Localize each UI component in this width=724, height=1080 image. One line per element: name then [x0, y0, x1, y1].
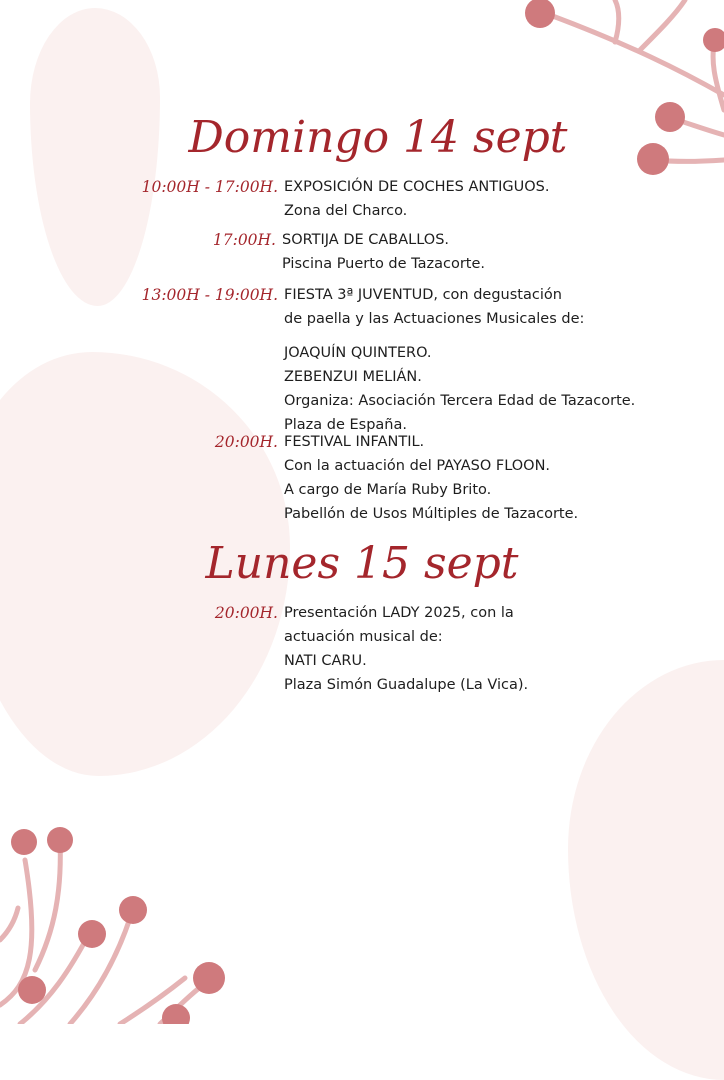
event-line: FESTIVAL INFANTIL.: [284, 434, 425, 450]
event-line: ZEBENZUI MELIÁN.: [284, 369, 422, 385]
event-line: FIESTA 3ª JUVENTUD, con degustación: [284, 287, 562, 303]
event-line: actuación musical de:: [284, 629, 443, 645]
event-line: Presentación LADY 2025, con la: [284, 605, 514, 621]
event-time: 13:00H - 19:00H.: [141, 286, 278, 304]
event-line: JOAQUÍN QUINTERO.: [284, 345, 432, 361]
event-line: SORTIJA DE CABALLOS.: [282, 232, 450, 248]
event-line: Piscina Puerto de Tazacorte.: [282, 256, 486, 272]
event-line: A cargo de María Ruby Brito.: [284, 482, 492, 498]
event-time: 20:00H.: [214, 433, 278, 451]
event-time: 17:00H.: [212, 231, 276, 249]
event-line: Plaza de España.: [284, 417, 407, 433]
event-line: Plaza Simón Guadalupe (La Vica).: [284, 677, 529, 693]
event-line: Organiza: Asociación Tercera Edad de Tazacorte.: [284, 393, 636, 409]
event-line: NATI CARU.: [284, 653, 367, 669]
event-line: Zona del Charco.: [284, 203, 408, 219]
event-line: EXPOSICIÓN DE COCHES ANTIGUOS.: [284, 179, 550, 195]
event-line: de paella y las Actuaciones Musicales de:: [284, 311, 585, 327]
day-title-domingo: Domingo 14 sept: [188, 112, 568, 163]
day-title-lunes: Lunes 15 sept: [205, 538, 519, 589]
event-line: Pabellón de Usos Múltiples de Tazacorte.: [284, 506, 579, 522]
event-time: 20:00H.: [214, 604, 278, 622]
event-time: 10:00H - 17:00H.: [141, 178, 278, 196]
event-line: Con la actuación del PAYASO FLOON.: [284, 458, 551, 474]
